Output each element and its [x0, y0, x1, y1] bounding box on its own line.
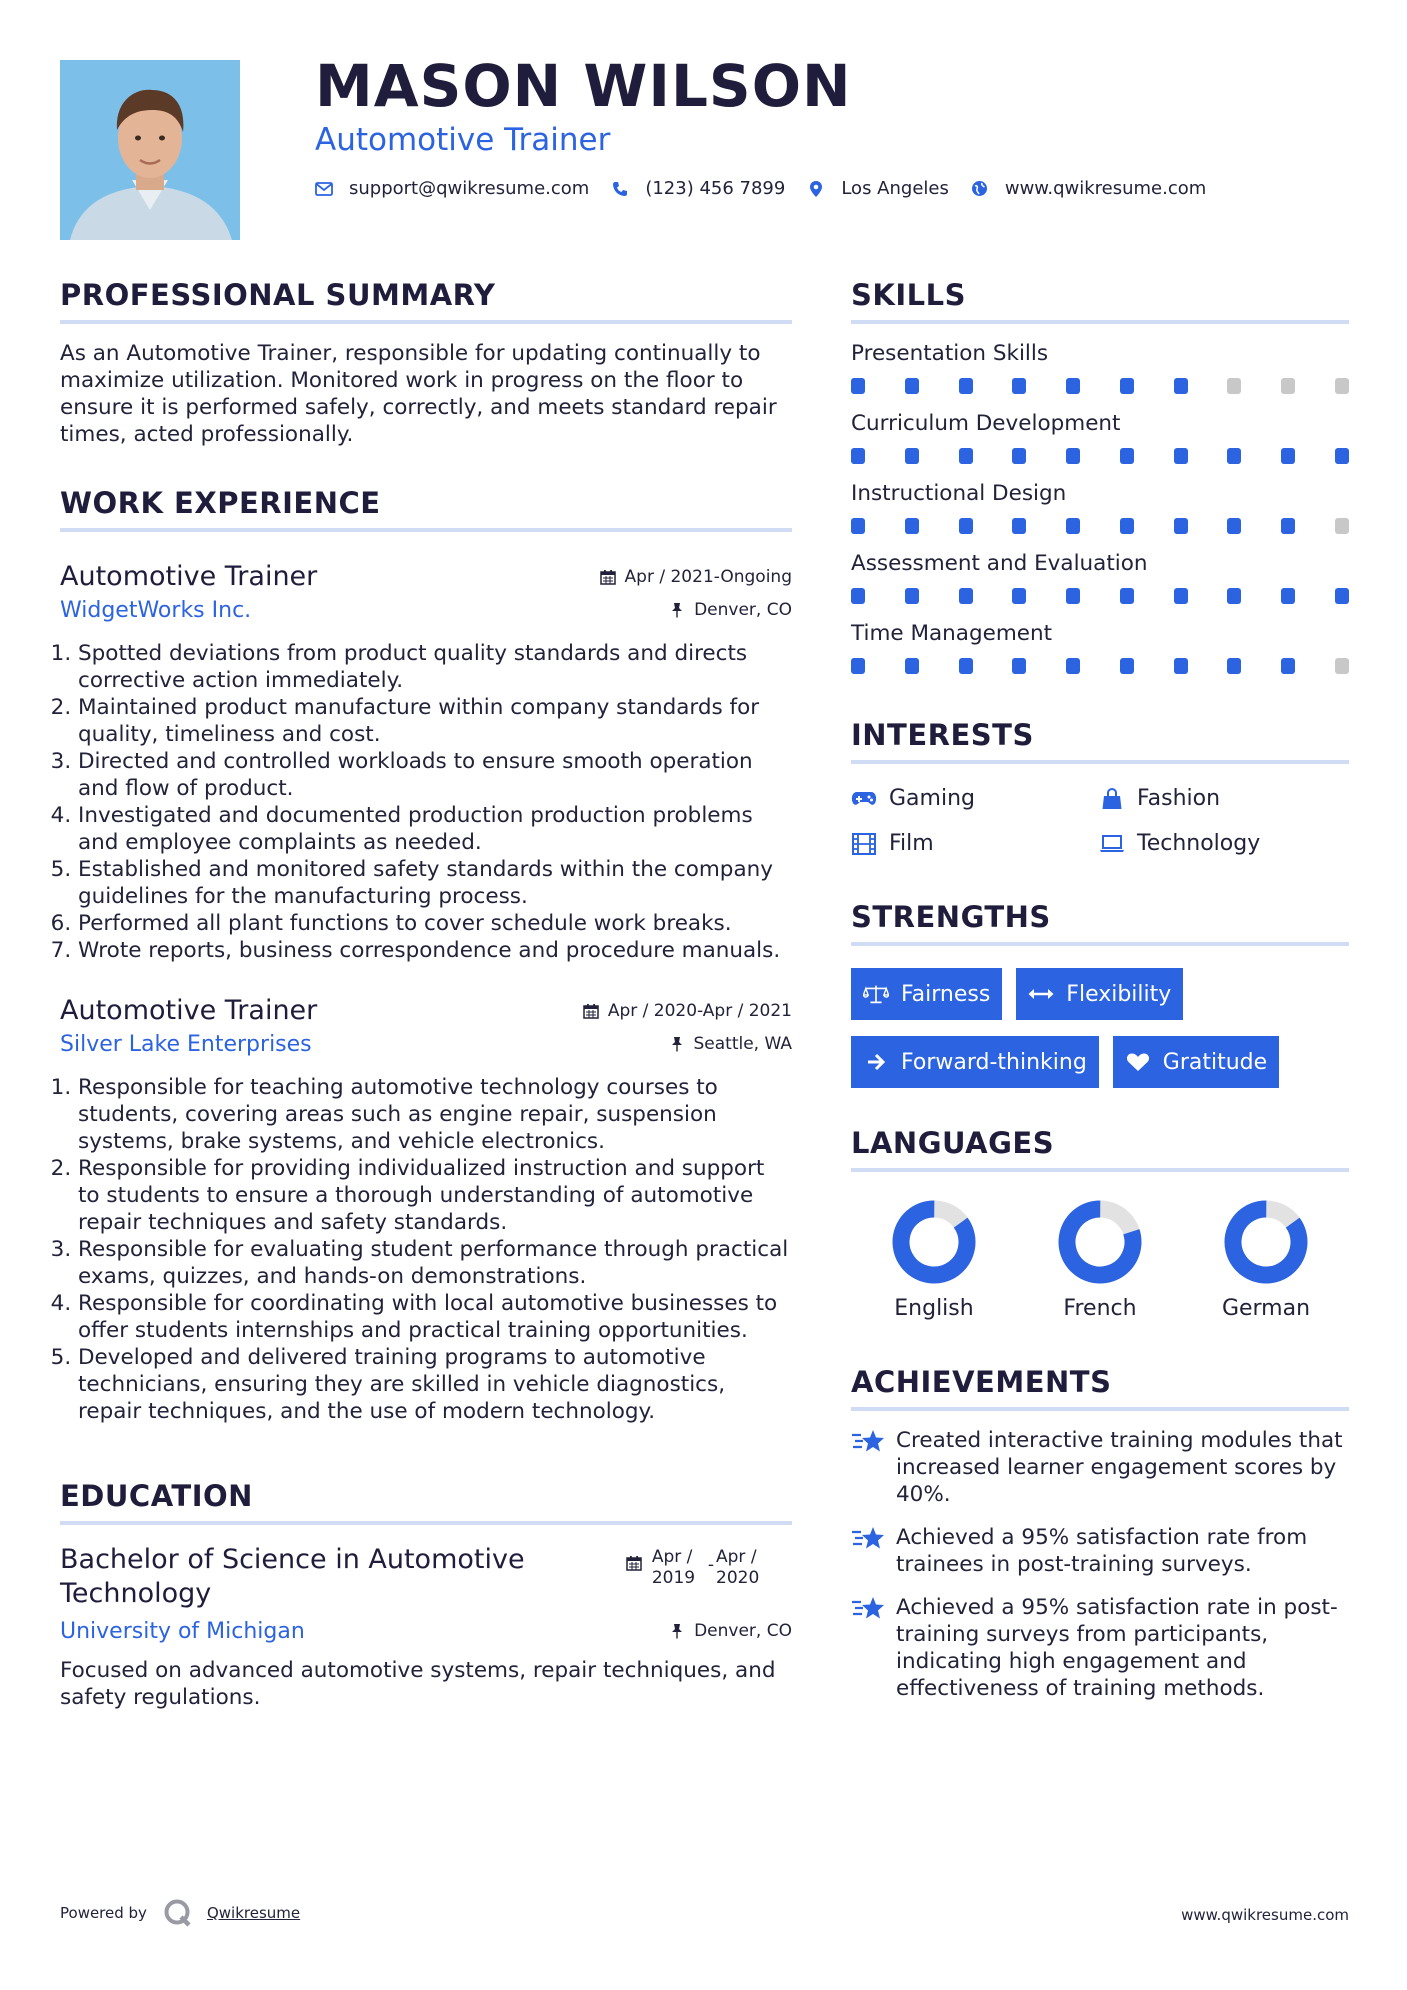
summary-section	[60, 276, 792, 448]
rating-dot-filled	[1227, 588, 1241, 604]
film-icon	[851, 833, 877, 855]
job-bullet: 2. Maintained product manufacture within company standards for quality, timeliness and cost.	[78, 694, 792, 748]
achievement-item	[851, 1594, 1349, 1702]
education-start-date: Apr / 2019	[651, 1547, 696, 1588]
footer-powered-by	[60, 1898, 300, 1928]
rating-dot-filled	[1012, 658, 1026, 674]
qwikresume-logo-icon	[163, 1898, 193, 1928]
job-bullet: 6. Performed all plant functions to cover schedule work breaks.	[78, 910, 792, 937]
rating-dot-filled	[1227, 448, 1241, 464]
skill-item	[851, 620, 1349, 674]
shooting-star-icon	[851, 1427, 885, 1457]
job-bullet: 7. Wrote reports, business correspondence and procedure manuals.	[78, 937, 792, 964]
job-bullet: 5. Established and monitored safety standards within the company guidelines for the manufacturing process.	[78, 856, 792, 910]
language-proficiency-ring	[1224, 1200, 1308, 1284]
shopping-bag-icon	[1099, 788, 1125, 810]
rating-dot-filled	[1227, 518, 1241, 534]
skill-name: Presentation Skills	[851, 341, 1049, 366]
shooting-star-icon	[851, 1524, 885, 1554]
rating-dot-filled	[1174, 448, 1188, 464]
education-date-separator: -	[707, 1555, 714, 1575]
rating-dot-filled	[1066, 378, 1080, 394]
education-description: Focused on advanced automotive systems, repair techniques, and safety regulations.	[60, 1658, 776, 1710]
strengths-divider	[851, 942, 1349, 946]
rating-dot-filled	[1012, 518, 1026, 534]
skill-item	[851, 340, 1349, 394]
experience-heading: WORK EXPERIENCE	[60, 486, 381, 520]
pushpin-icon	[669, 602, 685, 618]
pushpin-icon	[669, 1623, 685, 1639]
profile-photo	[60, 60, 240, 240]
languages-divider	[851, 1168, 1349, 1172]
rating-dot-filled	[1335, 448, 1349, 464]
skill-name: Assessment and Evaluation	[851, 551, 1148, 576]
rating-dot-filled	[851, 518, 865, 534]
rating-dot-filled	[959, 588, 973, 604]
contact-location-text: Los Angeles	[841, 178, 949, 199]
job-dates	[583, 1001, 792, 1021]
experience-divider	[60, 528, 792, 532]
education-location-text: Denver, CO	[694, 1621, 792, 1641]
left-column	[60, 276, 792, 1711]
achievements-list	[851, 1427, 1349, 1702]
strength-tag	[1113, 1036, 1279, 1088]
job-bullet: 5. Developed and delivered training programs to automotive technicians, ensuring they are skilled in vehicle diagnostics, repair techniques, and the use of modern technology.	[78, 1344, 792, 1425]
achievements-divider	[851, 1407, 1349, 1411]
interest-item	[851, 786, 1099, 811]
rating-dot-empty	[1335, 378, 1349, 394]
job-bullet: 3. Directed and controlled workloads to ensure smooth operation and flow of product.	[78, 748, 792, 802]
skills-divider	[851, 320, 1349, 324]
calendar-icon	[600, 569, 616, 585]
skill-rating	[851, 378, 1349, 394]
rating-dot-filled	[1281, 448, 1295, 464]
rating-dot-filled	[1120, 448, 1134, 464]
job-entry	[60, 994, 792, 1425]
laptop-icon	[1099, 833, 1125, 855]
rating-dot-filled	[1174, 658, 1188, 674]
rating-dot-filled	[1012, 588, 1026, 604]
language-proficiency-ring	[1058, 1200, 1142, 1284]
summary-divider	[60, 320, 792, 324]
rating-dot-filled	[851, 658, 865, 674]
skill-name: Instructional Design	[851, 481, 1067, 506]
strength-tag	[851, 1036, 1099, 1088]
job-dates-text: Apr / 2021-Ongoing	[624, 567, 792, 587]
ring-fill	[892, 1200, 976, 1284]
interest-item	[851, 831, 1099, 856]
calendar-icon	[583, 1003, 599, 1019]
rating-dot-filled	[1066, 588, 1080, 604]
school-name: University of Michigan	[60, 1619, 305, 1644]
education-dates	[626, 1547, 764, 1589]
rating-dot-filled	[905, 588, 919, 604]
degree-title: Bachelor of Science in Automotive Technology	[60, 1544, 525, 1609]
map-pin-icon	[807, 180, 825, 198]
language-name: English	[894, 1296, 974, 1321]
job-company: WidgetWorks Inc.	[60, 598, 252, 623]
contact-email[interactable]	[315, 178, 589, 199]
language-name: French	[1063, 1296, 1137, 1321]
strength-label: Gratitude	[1162, 1049, 1268, 1075]
interest-label: Gaming	[889, 786, 975, 811]
job-bullets	[60, 1074, 792, 1425]
rating-dot-filled	[905, 658, 919, 674]
job-location-text: Seattle, WA	[693, 1034, 792, 1054]
person-portrait-icon	[60, 60, 240, 240]
contact-website[interactable]	[971, 178, 1206, 199]
job-bullet: 1. Responsible for teaching automotive technology courses to students, covering areas such as engine repair, suspension systems, brake systems, and vehicle electronics.	[78, 1074, 792, 1155]
interest-item	[1099, 786, 1349, 811]
rating-dot-filled	[1066, 448, 1080, 464]
skill-item	[851, 410, 1349, 464]
skill-rating	[851, 588, 1349, 604]
rating-dot-filled	[1012, 448, 1026, 464]
skills-heading: SKILLS	[851, 278, 966, 312]
summary-text: As an Automotive Trainer, responsible for updating continually to maximize utilization. Monitored work in progress on the floor to ensure it is performed safely, correctly, and meets standard repair times, acted professionally.	[60, 341, 777, 447]
language-item	[1017, 1200, 1183, 1321]
job-location-text: Denver, CO	[694, 600, 792, 620]
rating-dot-filled	[905, 518, 919, 534]
interest-item	[1099, 831, 1349, 856]
interests-list	[851, 786, 1349, 856]
footer-website[interactable]: www.qwikresume.com	[1181, 1906, 1349, 1924]
achievements-section	[851, 1363, 1349, 1702]
languages-section	[851, 1124, 1349, 1321]
candidate-title: Automotive Trainer	[315, 122, 611, 158]
job-title: Automotive Trainer	[60, 561, 318, 592]
rating-dot-filled	[1174, 378, 1188, 394]
strengths-heading: STRENGTHS	[851, 900, 1051, 934]
languages-heading: LANGUAGES	[851, 1126, 1055, 1160]
heart-icon	[1125, 1051, 1151, 1073]
rating-dot-filled	[851, 588, 865, 604]
rating-dot-empty	[1335, 518, 1349, 534]
skill-item	[851, 480, 1349, 534]
rating-dot-filled	[851, 378, 865, 394]
contact-bar	[315, 178, 1228, 199]
strength-tag	[1016, 968, 1183, 1020]
rating-dot-filled	[959, 378, 973, 394]
language-item	[851, 1200, 1017, 1321]
achievement-text: Achieved a 95% satisfaction rate in post-training surveys from participants, indicating high engagement and effectiveness of training methods.	[896, 1595, 1338, 1701]
education-section	[60, 1477, 792, 1711]
summary-heading: PROFESSIONAL SUMMARY	[60, 278, 496, 312]
gamepad-icon	[851, 788, 877, 810]
skill-rating	[851, 658, 1349, 674]
contact-phone[interactable]	[611, 178, 785, 199]
rating-dot-filled	[1335, 588, 1349, 604]
achievement-item	[851, 1427, 1349, 1508]
strength-label: Forward-thinking	[901, 1049, 1087, 1075]
education-entry	[60, 1543, 792, 1711]
contact-email-text: support@qwikresume.com	[349, 178, 590, 199]
phone-icon	[611, 180, 629, 198]
skills-section	[851, 276, 1349, 674]
job-dates-text: Apr / 2020-Apr / 2021	[607, 1001, 792, 1021]
qwikresume-link[interactable]: Qwikresume	[206, 1904, 301, 1922]
interests-heading: INTERESTS	[851, 718, 1034, 752]
right-column	[851, 276, 1349, 1702]
rating-dot-filled	[1281, 518, 1295, 534]
interest-label: Technology	[1137, 831, 1261, 856]
contact-location	[807, 178, 949, 199]
rating-dot-filled	[1012, 378, 1026, 394]
achievement-text: Achieved a 95% satisfaction rate from trainees in post-training surveys.	[896, 1525, 1308, 1577]
skill-rating	[851, 448, 1349, 464]
rating-dot-filled	[1227, 658, 1241, 674]
powered-by-label: Powered by	[60, 1904, 147, 1922]
job-bullet: 1. Spotted deviations from product quality standards and directs corrective action immediately.	[78, 640, 792, 694]
candidate-name: MASON WILSON	[315, 52, 852, 120]
rating-dot-filled	[1066, 658, 1080, 674]
education-heading: EDUCATION	[60, 1479, 253, 1513]
arrows-horizontal-icon	[1028, 983, 1054, 1005]
language-item	[1183, 1200, 1349, 1321]
job-location	[669, 600, 792, 620]
language-name: German	[1221, 1296, 1311, 1321]
interest-label: Fashion	[1137, 786, 1221, 811]
achievement-item	[851, 1524, 1349, 1578]
achievements-heading: ACHIEVEMENTS	[851, 1365, 1112, 1399]
contact-phone-text: (123) 456 7899	[645, 178, 786, 199]
rating-dot-empty	[1227, 378, 1241, 394]
shooting-star-icon	[851, 1594, 885, 1624]
rating-dot-filled	[1174, 518, 1188, 534]
rating-dot-filled	[905, 378, 919, 394]
language-proficiency-ring	[892, 1200, 976, 1284]
rating-dot-filled	[1120, 518, 1134, 534]
rating-dot-filled	[1281, 588, 1295, 604]
rating-dot-filled	[1281, 658, 1295, 674]
interests-divider	[851, 760, 1349, 764]
rating-dot-filled	[1120, 378, 1134, 394]
skills-list	[851, 340, 1349, 674]
pushpin-icon	[669, 1036, 685, 1052]
balance-scale-icon	[863, 983, 889, 1005]
job-bullet: 2. Responsible for providing individualized instruction and support to students to ensure a thorough understanding of automotive repair techniques and safety standards.	[78, 1155, 792, 1236]
job-company: Silver Lake Enterprises	[60, 1032, 312, 1057]
education-end-date: Apr / 2020	[716, 1547, 760, 1588]
strengths-list	[851, 968, 1349, 1088]
rating-dot-filled	[1066, 518, 1080, 534]
strengths-section	[851, 898, 1349, 1088]
languages-list	[851, 1200, 1349, 1321]
interest-label: Film	[889, 831, 934, 856]
skill-name: Time Management	[851, 621, 1053, 646]
job-bullet: 4. Responsible for coordinating with local automotive businesses to offer students internships and practical training opportunities.	[78, 1290, 792, 1344]
job-location	[669, 1034, 793, 1054]
rating-dot-filled	[959, 448, 973, 464]
job-bullet: 4. Investigated and documented production production problems and employee complaints as needed.	[78, 802, 792, 856]
job-bullets	[60, 640, 792, 964]
achievement-text: Created interactive training modules that increased learner engagement scores by 40%.	[896, 1428, 1343, 1507]
strength-label: Flexibility	[1066, 981, 1172, 1007]
education-divider	[60, 1521, 792, 1525]
job-dates	[600, 567, 792, 587]
rating-dot-empty	[1335, 658, 1349, 674]
rating-dot-filled	[959, 658, 973, 674]
experience-section	[60, 484, 792, 1425]
arrow-right-icon	[863, 1051, 889, 1073]
skill-name: Curriculum Development	[851, 411, 1121, 436]
globe-icon	[971, 180, 989, 198]
rating-dot-filled	[905, 448, 919, 464]
strength-tag	[851, 968, 1002, 1020]
rating-dot-filled	[959, 518, 973, 534]
ring-fill	[1224, 1200, 1308, 1284]
rating-dot-filled	[1120, 588, 1134, 604]
skill-item	[851, 550, 1349, 604]
education-location	[669, 1621, 792, 1641]
skill-rating	[851, 518, 1349, 534]
job-title: Automotive Trainer	[60, 995, 318, 1026]
rating-dot-empty	[1281, 378, 1295, 394]
job-entry	[60, 560, 792, 964]
envelope-icon	[315, 180, 333, 198]
calendar-icon	[626, 1555, 642, 1571]
interests-section	[851, 716, 1349, 856]
rating-dot-filled	[1120, 658, 1134, 674]
strength-label: Fairness	[901, 981, 991, 1007]
rating-dot-filled	[851, 448, 865, 464]
contact-website-text: www.qwikresume.com	[1004, 178, 1207, 199]
job-bullet: 3. Responsible for evaluating student performance through practical exams, quizzes, and hands-on demonstrations.	[78, 1236, 792, 1290]
rating-dot-filled	[1174, 588, 1188, 604]
